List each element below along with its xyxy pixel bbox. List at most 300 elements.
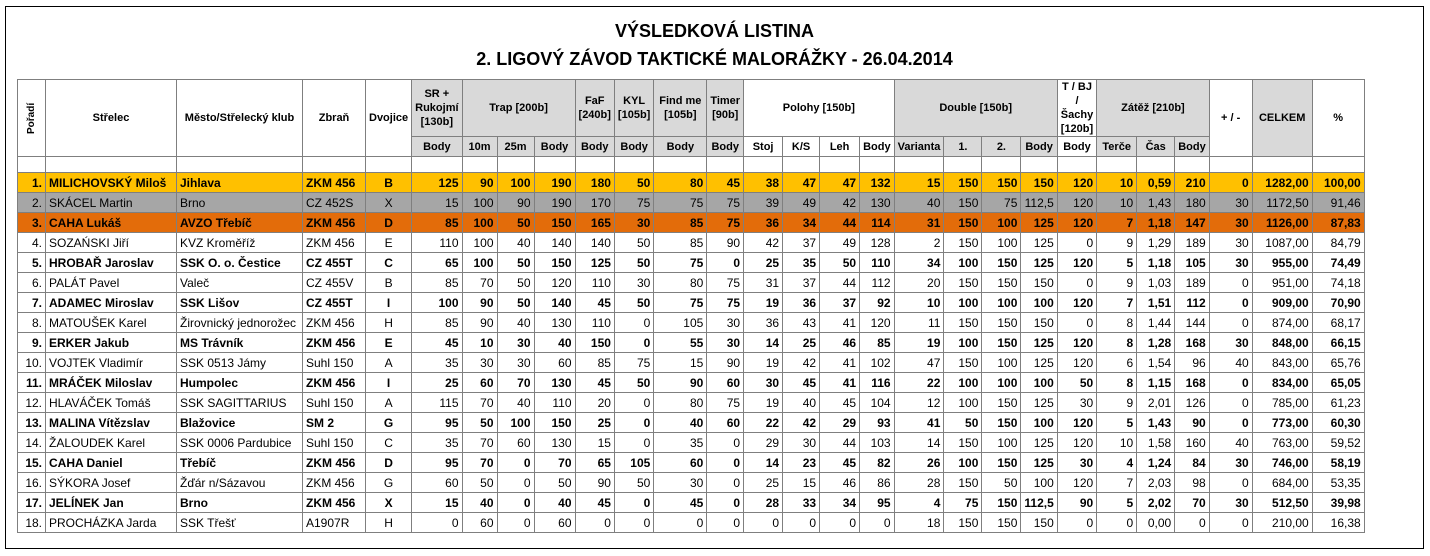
cell-ks: 30 (783, 433, 820, 453)
cell-pct: 87,83 (1312, 213, 1364, 233)
cell-total: 746,00 (1252, 453, 1312, 473)
cell-cas: 1,44 (1137, 313, 1175, 333)
subheader-cell: Body (534, 137, 575, 157)
table-row (18, 433, 1365, 453)
cell-pair: C (366, 253, 412, 273)
cell-zb: 0 (1175, 513, 1210, 533)
cell-t25: 100 (497, 173, 534, 193)
cell-t10: 90 (462, 173, 497, 193)
cell-var: 10 (894, 293, 944, 313)
cell-name: PROCHÁZKA Jarda (46, 513, 177, 533)
cell-total: 1172,50 (1252, 193, 1312, 213)
cell-d1: 150 (944, 233, 982, 253)
cell-var: 41 (894, 413, 944, 433)
cell-pm: 40 (1209, 433, 1252, 453)
cell-total: 1087,00 (1252, 233, 1312, 253)
cell-timer: 90 (707, 233, 744, 253)
cell-ks: 43 (783, 313, 820, 333)
cell-pb: 132 (860, 173, 895, 193)
cell-tb: 130 (534, 433, 575, 453)
cell-name: HROBAŘ Jaroslav (46, 253, 177, 273)
table-row (18, 213, 1365, 233)
cell-pair: A (366, 353, 412, 373)
cell-stoj: 0 (744, 513, 783, 533)
cell-name: ADAMEC Miroslav (46, 293, 177, 313)
cell-ks: 47 (783, 173, 820, 193)
subheader-cell: Body (575, 137, 614, 157)
cell-tbj: 120 (1057, 193, 1096, 213)
cell-sr: 65 (412, 253, 462, 273)
cell-db: 125 (1021, 393, 1057, 413)
cell-faf: 140 (575, 233, 614, 253)
cell-d2: 150 (982, 173, 1021, 193)
cell-var: 22 (894, 373, 944, 393)
cell-club: Valeč (177, 273, 303, 293)
cell-var: 40 (894, 193, 944, 213)
cell-leh: 46 (820, 473, 860, 493)
cell-tbj: 120 (1057, 473, 1096, 493)
cell-t25: 100 (497, 413, 534, 433)
cell-total: 1282,00 (1252, 173, 1312, 193)
cell-t25: 30 (497, 353, 534, 373)
cell-timer: 60 (707, 413, 744, 433)
cell-kyl: 0 (614, 493, 653, 513)
cell-var: 47 (894, 353, 944, 373)
cell-find: 15 (654, 353, 707, 373)
cell-total: 773,00 (1252, 413, 1312, 433)
cell-find: 60 (654, 453, 707, 473)
cell-terce: 7 (1097, 473, 1137, 493)
table-row (18, 493, 1365, 513)
col-zbran: Zbraň (303, 80, 366, 157)
cell-cas: 1,03 (1137, 273, 1175, 293)
cell-d2: 50 (982, 473, 1021, 493)
cell-t25: 40 (497, 393, 534, 413)
cell-timer: 75 (707, 193, 744, 213)
cell-stoj: 30 (744, 373, 783, 393)
cell-faf: 45 (575, 293, 614, 313)
cell-leh: 46 (820, 333, 860, 353)
cell-pm: 0 (1209, 173, 1252, 193)
cell-db: 125 (1021, 353, 1057, 373)
cell-faf: 65 (575, 453, 614, 473)
cell-timer: 75 (707, 213, 744, 233)
subheader-cell: Body (412, 137, 462, 157)
cell-total: 763,00 (1252, 433, 1312, 453)
cell-cas: 1,24 (1137, 453, 1175, 473)
cell-cas: 2,02 (1137, 493, 1175, 513)
subheader-cell: 25m (497, 137, 534, 157)
cell-d2: 100 (982, 213, 1021, 233)
cell-pair: E (366, 233, 412, 253)
cell-t10: 90 (462, 293, 497, 313)
cell-find: 90 (654, 373, 707, 393)
cell-gun: ZKM 456 (303, 333, 366, 353)
cell-kyl: 50 (614, 253, 653, 273)
cell-d2: 150 (982, 313, 1021, 333)
cell-stoj: 19 (744, 353, 783, 373)
cell-pct: 66,15 (1312, 333, 1364, 353)
cell-pm: 40 (1209, 353, 1252, 373)
cell-var: 34 (894, 253, 944, 273)
cell-pm: 0 (1209, 473, 1252, 493)
cell-ks: 25 (783, 333, 820, 353)
cell-find: 35 (654, 433, 707, 453)
cell-faf: 110 (575, 273, 614, 293)
cell-find: 85 (654, 213, 707, 233)
spacer-row (18, 157, 1365, 173)
cell-stoj: 36 (744, 313, 783, 333)
cell-d1: 150 (944, 173, 982, 193)
cell-var: 2 (894, 233, 944, 253)
cell-pb: 114 (860, 213, 895, 233)
cell-timer: 0 (707, 513, 744, 533)
cell-d2: 100 (982, 293, 1021, 313)
cell-zb: 160 (1175, 433, 1210, 453)
cell-d1: 150 (944, 313, 982, 333)
cell-faf: 90 (575, 473, 614, 493)
cell-pct: 60,30 (1312, 413, 1364, 433)
cell-tb: 40 (534, 493, 575, 513)
table-row (18, 173, 1365, 193)
cell-total: 951,00 (1252, 273, 1312, 293)
table-row (18, 353, 1365, 373)
cell-timer: 45 (707, 173, 744, 193)
cell-terce: 8 (1097, 373, 1137, 393)
subheader-cell: Body (1057, 137, 1096, 157)
cell-gun: CZ 452S (303, 193, 366, 213)
cell-rank: 18. (18, 513, 46, 533)
cell-name: MALINA Vítězslav (46, 413, 177, 433)
cell-sr: 125 (412, 173, 462, 193)
cell-sr: 115 (412, 393, 462, 413)
cell-leh: 45 (820, 393, 860, 413)
cell-faf: 165 (575, 213, 614, 233)
cell-tbj: 120 (1057, 293, 1096, 313)
cell-var: 4 (894, 493, 944, 513)
cell-db: 125 (1021, 253, 1057, 273)
cell-ks: 15 (783, 473, 820, 493)
cell-pct: 39,98 (1312, 493, 1364, 513)
cell-pm: 30 (1209, 233, 1252, 253)
cell-zb: 84 (1175, 453, 1210, 473)
cell-pair: X (366, 493, 412, 513)
cell-zb: 189 (1175, 273, 1210, 293)
cell-db: 100 (1021, 413, 1057, 433)
cell-sr: 35 (412, 433, 462, 453)
cell-kyl: 50 (614, 473, 653, 493)
cell-tb: 150 (534, 253, 575, 273)
cell-kyl: 0 (614, 313, 653, 333)
cell-cas: 1,54 (1137, 353, 1175, 373)
cell-var: 14 (894, 433, 944, 453)
cell-terce: 7 (1097, 293, 1137, 313)
cell-tb: 150 (534, 413, 575, 433)
subheader-cell: K/S (783, 137, 820, 157)
cell-tbj: 0 (1057, 513, 1096, 533)
cell-cas: 0,00 (1137, 513, 1175, 533)
cell-d2: 75 (982, 193, 1021, 213)
cell-timer: 75 (707, 273, 744, 293)
cell-stoj: 19 (744, 293, 783, 313)
cell-ks: 42 (783, 353, 820, 373)
table-row (18, 413, 1365, 433)
cell-pct: 68,17 (1312, 313, 1364, 333)
cell-pct: 70,90 (1312, 293, 1364, 313)
cell-t10: 50 (462, 473, 497, 493)
cell-kyl: 50 (614, 173, 653, 193)
cell-pm: 0 (1209, 313, 1252, 333)
cell-kyl: 0 (614, 513, 653, 533)
cell-terce: 6 (1097, 353, 1137, 373)
cell-gun: ZKM 456 (303, 313, 366, 333)
cell-tbj: 0 (1057, 233, 1096, 253)
cell-timer: 0 (707, 453, 744, 473)
cell-ks: 42 (783, 413, 820, 433)
cell-pm: 0 (1209, 513, 1252, 533)
cell-pb: 116 (860, 373, 895, 393)
cell-name: SKÁCEL Martin (46, 193, 177, 213)
col-findme: Find me [105b] (654, 80, 707, 137)
cell-faf: 25 (575, 413, 614, 433)
cell-pair: B (366, 273, 412, 293)
cell-t25: 50 (497, 213, 534, 233)
cell-t10: 70 (462, 393, 497, 413)
cell-terce: 10 (1097, 193, 1137, 213)
cell-leh: 41 (820, 313, 860, 333)
cell-d2: 150 (982, 333, 1021, 353)
cell-zb: 112 (1175, 293, 1210, 313)
cell-t10: 60 (462, 513, 497, 533)
cell-leh: 41 (820, 373, 860, 393)
cell-tb: 60 (534, 353, 575, 373)
cell-leh: 42 (820, 193, 860, 213)
cell-total: 843,00 (1252, 353, 1312, 373)
cell-zb: 168 (1175, 373, 1210, 393)
cell-pb: 0 (860, 513, 895, 533)
cell-kyl: 0 (614, 393, 653, 413)
cell-terce: 9 (1097, 393, 1137, 413)
cell-cas: 0,59 (1137, 173, 1175, 193)
cell-timer: 60 (707, 373, 744, 393)
cell-tb: 130 (534, 313, 575, 333)
cell-name: MILICHOVSKÝ Miloš (46, 173, 177, 193)
cell-leh: 37 (820, 293, 860, 313)
cell-db: 100 (1021, 473, 1057, 493)
cell-kyl: 0 (614, 433, 653, 453)
cell-pct: 84,79 (1312, 233, 1364, 253)
cell-pair: I (366, 373, 412, 393)
cell-var: 28 (894, 473, 944, 493)
cell-timer: 90 (707, 353, 744, 373)
cell-zb: 70 (1175, 493, 1210, 513)
cell-gun: ZKM 456 (303, 473, 366, 493)
cell-find: 80 (654, 173, 707, 193)
cell-ks: 37 (783, 273, 820, 293)
cell-gun: Suhl 150 (303, 393, 366, 413)
cell-club: Žďár n/Sázavou (177, 473, 303, 493)
cell-sr: 85 (412, 313, 462, 333)
cell-d1: 150 (944, 473, 982, 493)
cell-pct: 59,52 (1312, 433, 1364, 453)
cell-find: 75 (654, 253, 707, 273)
cell-pm: 30 (1209, 213, 1252, 233)
cell-gun: ZKM 456 (303, 453, 366, 473)
col-polohy: Polohy [150b] (744, 80, 895, 137)
cell-total: 874,00 (1252, 313, 1312, 333)
cell-ks: 49 (783, 193, 820, 213)
cell-club: Žirovnický jednorožec (177, 313, 303, 333)
cell-var: 20 (894, 273, 944, 293)
cell-kyl: 50 (614, 373, 653, 393)
cell-name: HLAVÁČEK Tomáš (46, 393, 177, 413)
sheet-subtitle: 2. LIGOVÝ ZÁVOD TAKTICKÉ MALORÁŽKY - 26.04.2014 (476, 49, 953, 69)
cell-terce: 5 (1097, 253, 1137, 273)
cell-faf: 110 (575, 313, 614, 333)
table-row (18, 313, 1365, 333)
cell-pb: 103 (860, 433, 895, 453)
cell-t10: 40 (462, 493, 497, 513)
cell-t10: 100 (462, 253, 497, 273)
cell-d1: 100 (944, 453, 982, 473)
cell-club: SSK SAGITTARIUS (177, 393, 303, 413)
cell-terce: 4 (1097, 453, 1137, 473)
cell-ks: 33 (783, 493, 820, 513)
cell-club: SSK Lišov (177, 293, 303, 313)
cell-cas: 1,29 (1137, 233, 1175, 253)
cell-ks: 23 (783, 453, 820, 473)
cell-pb: 120 (860, 313, 895, 333)
table-row (18, 373, 1365, 393)
cell-t25: 30 (497, 333, 534, 353)
cell-t10: 30 (462, 353, 497, 373)
cell-club: Humpolec (177, 373, 303, 393)
cell-total: 684,00 (1252, 473, 1312, 493)
cell-pb: 128 (860, 233, 895, 253)
cell-kyl: 75 (614, 193, 653, 213)
cell-var: 19 (894, 333, 944, 353)
cell-sr: 45 (412, 333, 462, 353)
cell-pm: 30 (1209, 453, 1252, 473)
cell-pm: 30 (1209, 193, 1252, 213)
cell-zb: 126 (1175, 393, 1210, 413)
cell-var: 31 (894, 213, 944, 233)
cell-var: 26 (894, 453, 944, 473)
cell-pair: H (366, 513, 412, 533)
cell-d2: 150 (982, 493, 1021, 513)
cell-faf: 170 (575, 193, 614, 213)
cell-t25: 40 (497, 313, 534, 333)
cell-club: Brno (177, 493, 303, 513)
col-trap: Trap [200b] (462, 80, 575, 137)
cell-sr: 95 (412, 413, 462, 433)
cell-gun: ZKM 456 (303, 493, 366, 513)
cell-kyl: 50 (614, 233, 653, 253)
cell-zb: 144 (1175, 313, 1210, 333)
cell-rank: 4. (18, 233, 46, 253)
col-double: Double [150b] (894, 80, 1057, 137)
cell-pm: 0 (1209, 373, 1252, 393)
cell-name: VOJTEK Vladimír (46, 353, 177, 373)
cell-var: 12 (894, 393, 944, 413)
table-row (18, 513, 1365, 533)
cell-sr: 110 (412, 233, 462, 253)
cell-faf: 45 (575, 493, 614, 513)
cell-pb: 110 (860, 253, 895, 273)
cell-pm: 30 (1209, 253, 1252, 273)
cell-cas: 1,51 (1137, 293, 1175, 313)
cell-leh: 50 (820, 253, 860, 273)
cell-stoj: 31 (744, 273, 783, 293)
cell-timer: 30 (707, 333, 744, 353)
cell-find: 85 (654, 233, 707, 253)
cell-db: 150 (1021, 173, 1057, 193)
cell-t25: 0 (497, 473, 534, 493)
cell-tbj: 120 (1057, 353, 1096, 373)
table-row (18, 453, 1365, 473)
cell-total: 785,00 (1252, 393, 1312, 413)
cell-var: 11 (894, 313, 944, 333)
cell-club: Brno (177, 193, 303, 213)
cell-zb: 168 (1175, 333, 1210, 353)
cell-db: 125 (1021, 433, 1057, 453)
table-row (18, 253, 1365, 273)
cell-sr: 85 (412, 273, 462, 293)
cell-club: KVZ Kroměříž (177, 233, 303, 253)
cell-tb: 120 (534, 273, 575, 293)
subheader-cell: 2. (982, 137, 1021, 157)
cell-terce: 5 (1097, 493, 1137, 513)
cell-tbj: 120 (1057, 413, 1096, 433)
cell-name: ŽALOUDEK Karel (46, 433, 177, 453)
col-poradi: Pořadí (18, 80, 46, 157)
cell-stoj: 25 (744, 253, 783, 273)
cell-stoj: 36 (744, 213, 783, 233)
cell-ks: 36 (783, 293, 820, 313)
col-timer: Timer [90b] (707, 80, 744, 137)
cell-name: JELÍNEK Jan (46, 493, 177, 513)
cell-t25: 50 (497, 253, 534, 273)
col-tbj: T / BJ / Šachy [120b] (1057, 80, 1096, 137)
cell-d1: 100 (944, 253, 982, 273)
cell-faf: 150 (575, 333, 614, 353)
cell-gun: CZ 455T (303, 293, 366, 313)
cell-ks: 40 (783, 393, 820, 413)
cell-d1: 50 (944, 413, 982, 433)
cell-d2: 150 (982, 253, 1021, 273)
cell-d1: 150 (944, 353, 982, 373)
cell-d1: 150 (944, 273, 982, 293)
cell-pb: 86 (860, 473, 895, 493)
cell-db: 100 (1021, 373, 1057, 393)
cell-ks: 45 (783, 373, 820, 393)
cell-pb: 102 (860, 353, 895, 373)
col-strelec: Střelec (46, 80, 177, 157)
cell-d1: 100 (944, 373, 982, 393)
cell-rank: 16. (18, 473, 46, 493)
cell-t10: 70 (462, 273, 497, 293)
cell-d2: 150 (982, 513, 1021, 533)
cell-d1: 75 (944, 493, 982, 513)
cell-terce: 5 (1097, 413, 1137, 433)
cell-cas: 2,01 (1137, 393, 1175, 413)
cell-pair: D (366, 213, 412, 233)
cell-d1: 150 (944, 213, 982, 233)
cell-pair: A (366, 393, 412, 413)
cell-stoj: 38 (744, 173, 783, 193)
cell-leh: 0 (820, 513, 860, 533)
cell-d2: 150 (982, 393, 1021, 413)
